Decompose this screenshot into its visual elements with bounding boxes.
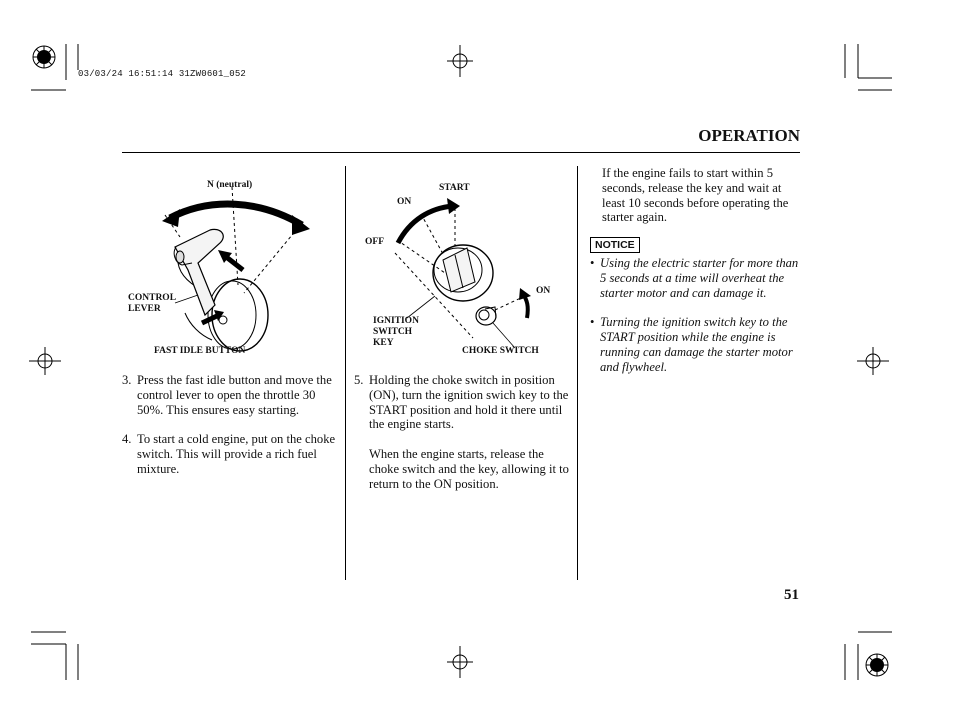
bullet-dot: • [590, 256, 595, 270]
step-number: 4. [122, 432, 132, 447]
column-divider [345, 166, 346, 580]
notice-badge: NOTICE [590, 237, 640, 253]
step-5-followup: When the engine starts, release the choke switch and the key, allowing it to return to the ON position. [369, 446, 569, 491]
page-number: 51 [784, 587, 799, 603]
label-start: START [439, 183, 470, 193]
right-column-intro: If the engine fails to start within 5 seconds, release the key and wait at least 10 seconds before operating the starter again. [602, 166, 789, 225]
left-column-text [122, 373, 340, 477]
label-ignition-line2: SWITCH [373, 327, 413, 337]
label-control-lever [128, 293, 176, 315]
header-rule [122, 152, 800, 153]
step-4 [122, 432, 340, 476]
step-text: Press the fast idle button and move the control lever to open the throttle 30 50%. This ensures easy starting. [137, 373, 335, 417]
label-on-position: ON [397, 197, 412, 207]
label-choke-switch: CHOKE SWITCH [462, 346, 539, 356]
print-stamp: 03/03/24 16:51:14 31ZW0601_052 [78, 69, 247, 79]
label-off-position: OFF [365, 237, 384, 247]
step-text: To start a cold engine, put on the choke switch. This will provide a rich fuel mixture. [137, 432, 336, 476]
middle-column-text [354, 373, 572, 491]
registration-star-icon [33, 46, 55, 68]
step-text: Holding the choke switch in position (ON), turn the ignition swich key to the START position and hold it there until the engine starts. [369, 373, 569, 432]
label-control-lever-line1: CONTROL [128, 293, 177, 303]
label-fast-idle-button: FAST IDLE BUTTON [154, 346, 246, 356]
column-divider [577, 166, 578, 580]
label-ignition-switch-key [373, 316, 419, 349]
notice-list [590, 256, 802, 374]
notice-text: Turning the ignition switch key to the START position while the engine is running can damage the starter motor and flywheel. [600, 315, 793, 374]
notice-bullet [590, 256, 802, 300]
registration-star-icon [866, 654, 888, 676]
step-number: 5. [354, 373, 364, 387]
control-lever-illustration [120, 175, 340, 345]
label-choke-on: ON [536, 286, 551, 296]
step-3 [122, 373, 340, 417]
bullet-dot: • [590, 315, 595, 330]
label-neutral: N (neutral) [207, 180, 253, 190]
label-ignition-line1: IGNITION [373, 316, 419, 326]
notice-bullet [590, 315, 802, 374]
label-ignition-line3: KEY [373, 338, 394, 348]
page-title: OPERATION [698, 126, 800, 145]
label-control-lever-line2: LEVER [128, 304, 161, 314]
step-number: 3. [122, 373, 132, 387]
step-5 [354, 373, 572, 432]
notice-text: Using the electric starter for more than 5 seconds at a time will overheat the starter motor and can damage it. [600, 256, 799, 300]
